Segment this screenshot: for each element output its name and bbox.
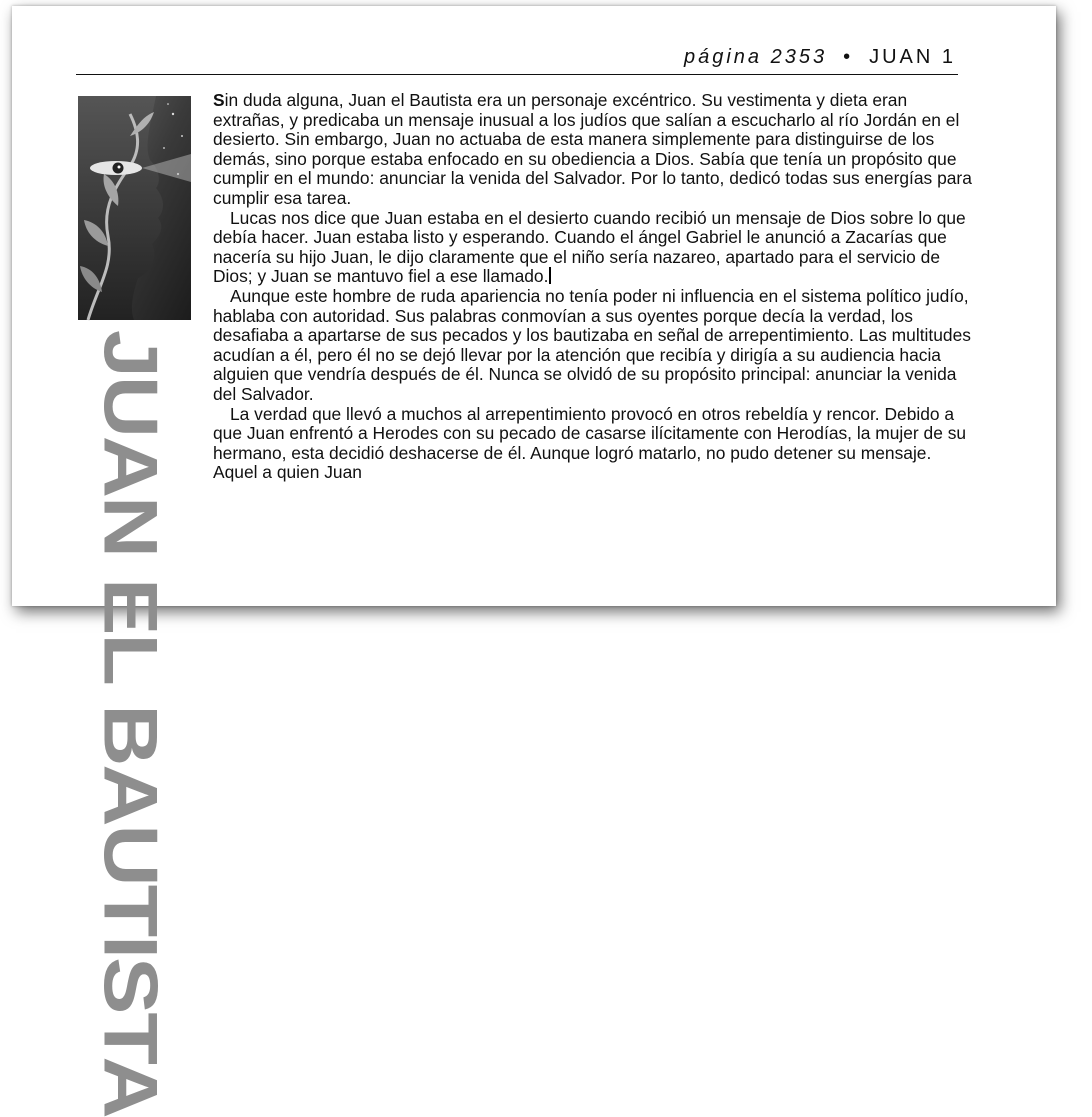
- initial-letter: S: [213, 90, 225, 110]
- article-body: [213, 91, 973, 483]
- profile-illustration-art: [78, 96, 191, 320]
- header-text: [684, 46, 956, 69]
- page-label: página 2353: [683, 46, 828, 68]
- vertical-title: [78, 330, 173, 1117]
- document-page: [12, 6, 1056, 1117]
- paragraph-1: [213, 91, 973, 209]
- book-chapter: JUAN 1: [869, 46, 956, 68]
- paragraph-4: La verdad que llevó a muchos al arrepentimiento provocó en otros rebeldía y rencor. Debido a que Juan enfrentó a Herodes con su pecado de casarse ilícitamente con Herodías, la mujer de su hermano, esta decidió deshacerse de él. Aunque logró matarlo, no pudo detener su mensaje. Aquel a quien Juan: [213, 403, 967, 483]
- text-cursor: [549, 267, 551, 284]
- vertical-title-text: JUAN EL BAUTISTA: [87, 330, 173, 1117]
- paragraph-1-text: in duda alguna, Juan el Bautista era un personaje excéntrico. Su vestimenta y dieta eran extrañas, y predicaba un mensaje inusual a los judíos que salían a escucharlo al río Jordán en el desierto. Sin embargo, Juan no actuaba de esta manera simplemente para distinguirse de los demás, sino porque estaba enfocado en su obediencia a Dios. Sabía que tenía un propósito que cumplir en el mundo: anunciar la venida del Salvador. Por lo tanto, dedicó todas sus energías para cumplir esa tarea.: [213, 90, 972, 208]
- profile-illustration: [78, 96, 191, 320]
- running-header: [76, 44, 958, 75]
- paragraph-2-text: Lucas nos dice que Juan estaba en el desierto cuando recibió un mensaje de Dios sobre lo que debía hacer. Juan estaba listo y esperando. Cuando el ángel Gabriel le anunció a Zacarías que nacería su hijo Juan, le dijo claramente que el niño sería nazareo, apartado para el servicio de Dios; y Juan se mantuvo fiel a ese llamado.: [213, 207, 966, 287]
- header-separator: •: [843, 46, 854, 68]
- paragraph-2: [213, 209, 973, 287]
- paragraph-3: Aunque este hombre de ruda apariencia no tenía poder ni influencia en el sistema político judío, hablaba con autoridad. Sus palabras conmovían a sus oyentes porque decía la verdad, los desafiaba a apartarse de sus pecados y los bautizaba en señal de arrepentimiento. Las multitudes acudían a él, pero él no se dejó llevar por la atención que recibía y dirigía a su audiencia hacia alguien que vendría después de él. Nunca se olvidó de su propósito principal: anunciar la venida del Salvador.: [213, 285, 971, 404]
